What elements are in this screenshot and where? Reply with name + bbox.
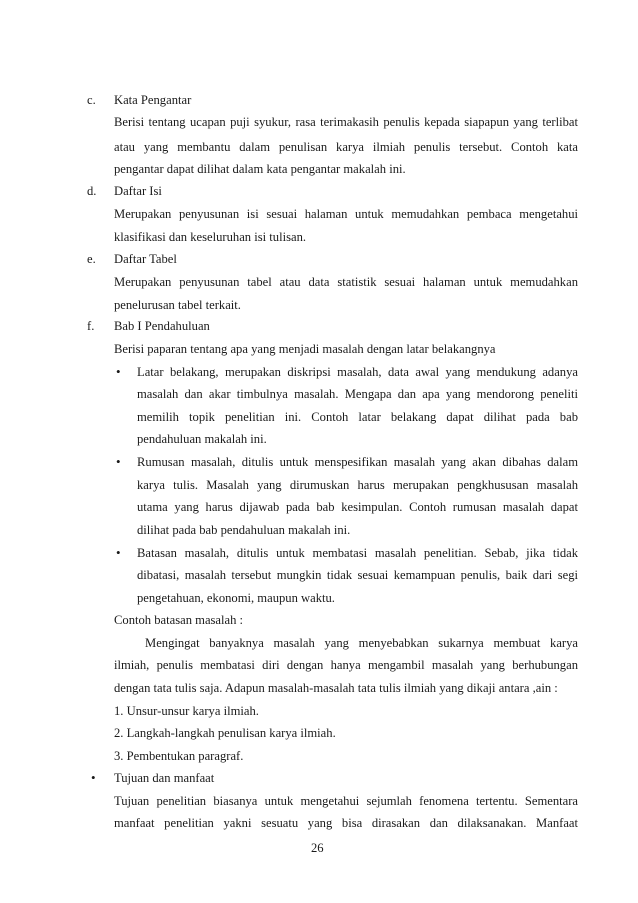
example-label: Contoh batasan masalah : [114, 613, 244, 627]
heading-bab-i-pendahuluan: Bab I Pendahuluan [114, 319, 210, 333]
bullet-line: pendahuluan makalah ini. [137, 432, 267, 446]
heading-kata-pengantar: Kata Pengantar [114, 93, 192, 107]
paragraph-line: penelurusan tabel terkait. [114, 298, 241, 312]
paragraph-line: Tujuan penelitian biasanya untuk mengetahui sejumlah fenomena tertentu. Sementara [114, 794, 578, 808]
heading-tujuan-dan-manfaat: Tujuan dan manfaat [114, 771, 215, 785]
example-line: ilmiah, penulis membatasi diri dengan hanya mengambil masalah yang berhubungan [114, 658, 578, 672]
bullet-line: dilihat pada bab pendahuluan makalah ini. [137, 523, 351, 537]
bullet-line: Latar belakang, merupakan diskripsi masalah, data awal yang mendukung adanya [137, 365, 578, 379]
bullet-line: masalah dan akar timbulnya masalah. Mengapa dan apa yang mendorong peneliti [137, 387, 578, 401]
list-marker-c: c. [87, 93, 96, 107]
bullet-line: memilih topik penelitian ini. Contoh latar belakang dapat dilihat pada bab [137, 410, 578, 424]
bullet-icon: • [116, 545, 121, 560]
paragraph-line: pengantar dapat dilihat dalam kata pengantar makalah ini. [114, 162, 406, 176]
heading-daftar-isi: Daftar Isi [114, 184, 162, 198]
bullet-line: pengetahuan, ekonomi, maupun waktu. [137, 591, 335, 605]
paragraph-line: Berisi paparan tentang apa yang menjadi masalah dengan latar belakangnya [114, 342, 496, 356]
bullet-icon: • [116, 364, 121, 379]
paragraph-line: klasifikasi dan keseluruhan isi tulisan. [114, 230, 307, 244]
example-line: Mengingat banyaknya masalah yang menyebabkan sukarnya membuat karya [145, 636, 578, 650]
paragraph-line: Berisi tentang ucapan puji syukur, rasa terimakasih penulis kepada siapapun yang terlibat [114, 115, 578, 129]
bullet-line: Batasan masalah, ditulis untuk membatasi masalah penelitian. Sebab, jika tidak [137, 546, 578, 560]
bullet-line: dibatasi, masalah tersebut mungkin tidak sesuai kemampuan penulis, baik dari segi [137, 568, 578, 582]
paragraph-line: Merupakan penyusunan isi sesuai halaman untuk memudahkan pembaca mengetahui [114, 207, 578, 221]
bullet-line: Rumusan masalah, ditulis untuk menspesifikan masalah yang akan dibahas dalam [137, 455, 578, 469]
bullet-icon: • [116, 454, 121, 469]
list-marker-d: d. [87, 184, 97, 198]
paragraph-line: manfaat penelitian yakni sesuatu yang bisa dirasakan dan dilaksanakan. Manfaat [114, 816, 578, 830]
example-line: dengan tata tulis saja. Adapun masalah-masalah tata tulis ilmiah yang dikaji antara ,ain : [114, 681, 558, 695]
heading-daftar-tabel: Daftar Tabel [114, 252, 177, 266]
numbered-item: 1. Unsur-unsur karya ilmiah. [114, 704, 259, 718]
bullet-icon: • [91, 770, 96, 785]
paragraph-line: atau yang membantu dalam penulisan karya ilmiah penulis tersebut. Contoh kata [114, 140, 578, 154]
bullet-line: utama yang harus dijawab pada bab kesimpulan. Contoh rumusan masalah dapat [137, 500, 578, 514]
page-number: 26 [311, 841, 324, 855]
numbered-item: 3. Pembentukan paragraf. [114, 749, 244, 763]
list-marker-e: e. [87, 252, 96, 266]
bullet-line: karya tulis. Masalah yang dirumuskan harus merupakan pengkhususan masalah [137, 478, 578, 492]
paragraph-line: Merupakan penyusunan tabel atau data statistik sesuai halaman untuk memudahkan [114, 275, 578, 289]
list-marker-f: f. [87, 319, 95, 333]
numbered-item: 2. Langkah-langkah penulisan karya ilmiah. [114, 726, 336, 740]
